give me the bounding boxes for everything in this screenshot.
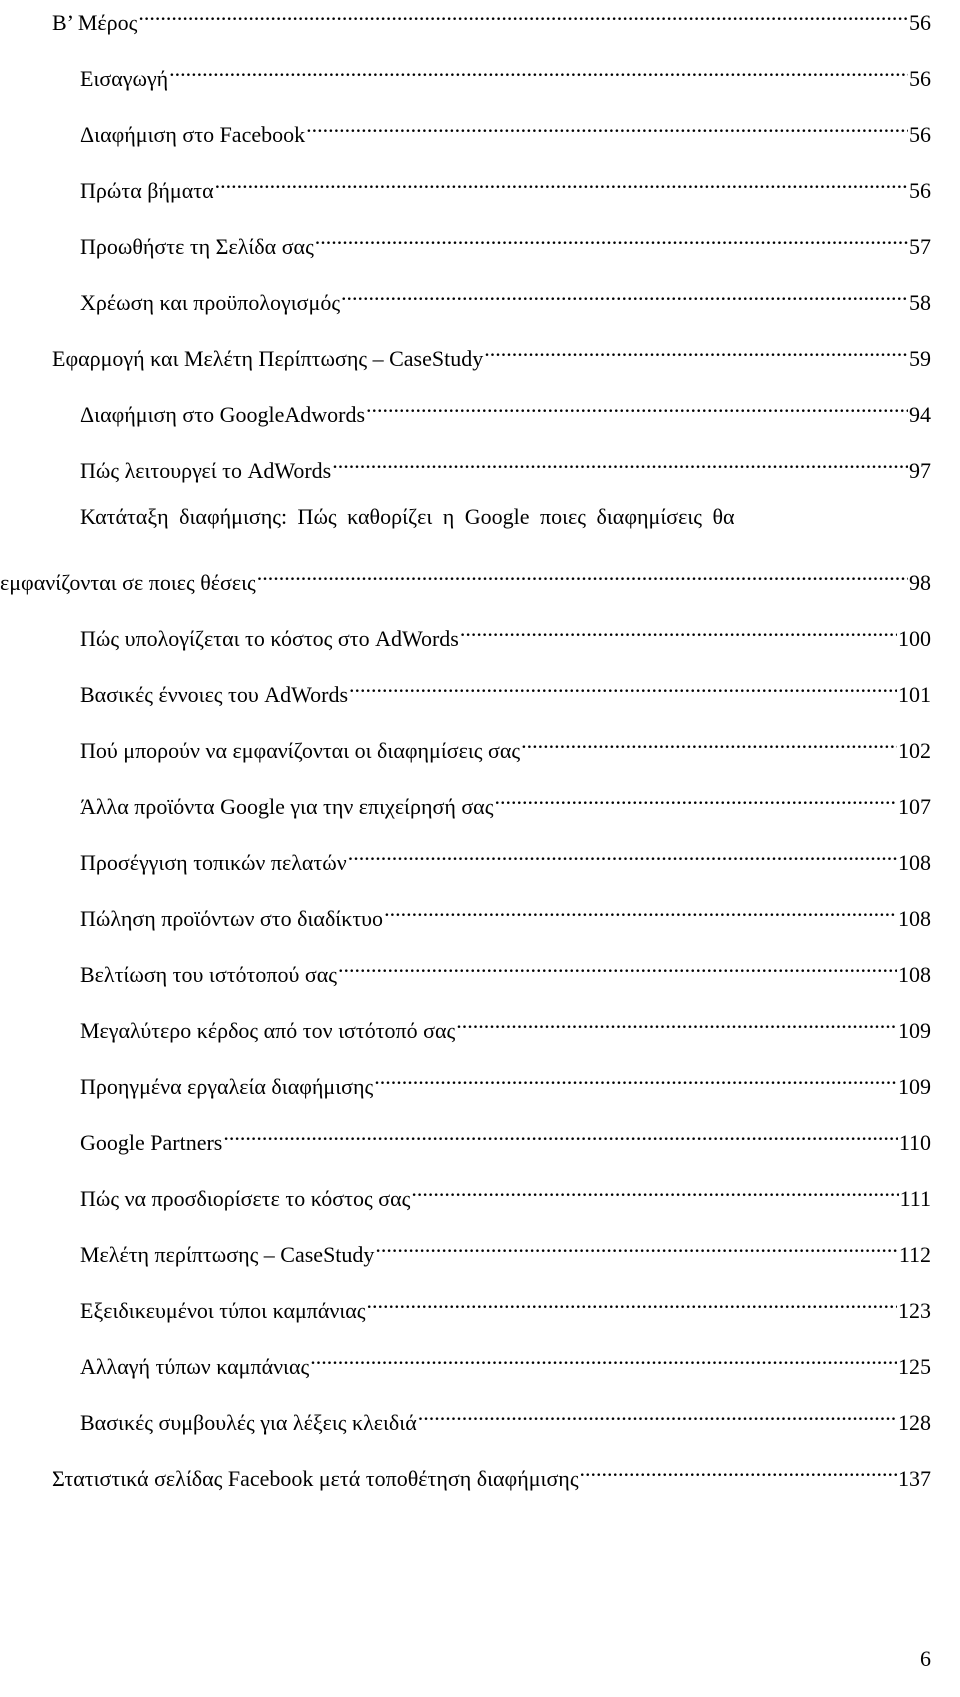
toc-entry-page: 109 xyxy=(898,1018,931,1043)
toc-dot-leader xyxy=(349,668,897,702)
toc-entry-page: 107 xyxy=(898,794,931,819)
toc-entry[interactable] xyxy=(0,332,960,371)
toc-dot-leader xyxy=(310,1340,897,1374)
toc-dot-leader xyxy=(411,1172,898,1206)
toc-dot-leader xyxy=(223,1116,897,1150)
toc-entry-title: Αλλαγή τύπων καμπάνιας xyxy=(80,1354,310,1379)
toc-entry-page: 112 xyxy=(898,1242,931,1267)
toc-entry[interactable] xyxy=(0,0,960,35)
toc-entry-page: 94 xyxy=(909,402,931,427)
toc-entry[interactable] xyxy=(0,1004,960,1043)
toc-entry[interactable] xyxy=(0,108,960,147)
toc-entry[interactable] xyxy=(0,164,960,203)
toc-entry-page: 57 xyxy=(909,234,931,259)
toc-entry-page: 109 xyxy=(898,1074,931,1099)
toc-entry-page: 111 xyxy=(899,1186,931,1211)
toc-entry[interactable] xyxy=(0,500,960,595)
toc-entry[interactable] xyxy=(0,220,960,259)
toc-entry-title: Πώς λειτουργεί το AdWords xyxy=(80,458,332,483)
toc-entry-page: 98 xyxy=(909,570,931,595)
toc-dot-leader xyxy=(348,836,897,870)
toc-entry-title: Προσέγγιση τοπικών πελατών xyxy=(80,850,347,875)
toc-entry[interactable] xyxy=(0,892,960,931)
toc-entry[interactable] xyxy=(0,724,960,763)
toc-entry-page: 137 xyxy=(898,1466,931,1491)
toc-entry-title: Προωθήστε τη Σελίδα σας xyxy=(80,234,314,259)
toc-dot-leader xyxy=(484,332,908,366)
toc-entry-page: 101 xyxy=(898,682,931,707)
toc-entry[interactable] xyxy=(0,276,960,315)
toc-entry-page: 110 xyxy=(898,1130,931,1155)
toc-dot-leader xyxy=(375,1228,897,1262)
toc-entry-title: Διαφήμιση στο Facebook xyxy=(80,122,306,147)
toc-entry[interactable] xyxy=(0,1284,960,1323)
toc-dot-leader xyxy=(367,1284,897,1318)
toc-entry-page: 108 xyxy=(898,850,931,875)
toc-dot-leader xyxy=(338,948,897,982)
toc-entry-title: Κατάταξη διαφήμισης: Πώς καθορίζει η Google ποιες διαφημίσεις θα xyxy=(80,504,735,529)
toc-entry[interactable] xyxy=(0,1340,960,1379)
toc-entry-title: Μεγαλύτερο κέρδος από τον ιστότοπό σας xyxy=(80,1018,456,1043)
toc-entry-title: Πώληση προϊόντων στο διαδίκτυο xyxy=(80,906,384,931)
page-number: 6 xyxy=(920,1646,931,1671)
toc-dot-leader xyxy=(460,612,897,646)
toc-entry[interactable] xyxy=(0,780,960,819)
toc-entry[interactable] xyxy=(0,1228,960,1267)
toc-entry-title: Βελτίωση του ιστότοπού σας xyxy=(80,962,337,987)
toc-dot-leader xyxy=(366,388,908,422)
toc-entry[interactable] xyxy=(0,1396,960,1435)
toc-entry-page: 56 xyxy=(909,10,931,35)
toc-entry-title: Πρώτα βήματα xyxy=(80,178,214,203)
toc-entry-page: 123 xyxy=(898,1298,931,1323)
toc-entry-title: Β’ Μέρος xyxy=(52,10,138,35)
toc-entry-page: 100 xyxy=(898,626,931,651)
toc-entry[interactable] xyxy=(0,52,960,91)
toc-dot-leader xyxy=(257,556,908,590)
toc-entry-page: 128 xyxy=(898,1410,931,1435)
toc-dot-leader xyxy=(384,892,897,926)
toc-entry-title: Εξειδικευμένοι τύποι καμπάνιας xyxy=(80,1298,366,1323)
toc-entry-title: Άλλα προϊόντα Google για την επιχείρησή σας xyxy=(80,794,494,819)
toc-entry-page: 125 xyxy=(898,1354,931,1379)
toc-entry-page: 108 xyxy=(898,962,931,987)
toc-dot-leader xyxy=(341,276,908,310)
toc-dot-leader xyxy=(374,1060,897,1094)
toc-entry-title: Πού μπορούν να εμφανίζονται οι διαφημίσεις σας xyxy=(80,738,521,763)
toc-dot-leader xyxy=(418,1396,897,1430)
toc-entry-title-continuation: εμφανίζονται σε ποιες θέσεις xyxy=(0,570,256,595)
toc-entry-page: 108 xyxy=(898,906,931,931)
toc-entry-title: Προηγμένα εργαλεία διαφήμισης xyxy=(80,1074,374,1099)
toc-dot-leader xyxy=(169,52,908,86)
toc-dot-leader xyxy=(456,1004,897,1038)
toc-entry-page: 102 xyxy=(898,738,931,763)
toc-dot-leader xyxy=(215,164,908,198)
toc-entry[interactable] xyxy=(0,612,960,651)
toc-dot-leader xyxy=(521,724,897,758)
toc-entry-title: Βασικές έννοιες του AdWords xyxy=(80,682,349,707)
toc-entry[interactable] xyxy=(0,948,960,987)
toc-entry[interactable] xyxy=(0,388,960,427)
toc-entry-page: 56 xyxy=(909,178,931,203)
toc-entry-title: Εφαρμογή και Μελέτη Περίπτωσης – CaseStudy xyxy=(52,346,484,371)
toc-entry-title: Πώς να προσδιορίσετε το κόστος σας xyxy=(80,1186,411,1211)
toc-entry[interactable] xyxy=(0,1060,960,1099)
toc-entry[interactable] xyxy=(0,836,960,875)
toc-dot-leader xyxy=(494,780,897,814)
toc-entry[interactable] xyxy=(0,1172,960,1211)
toc-dot-leader xyxy=(332,444,908,478)
toc-entry-title: Διαφήμιση στο GoogleAdwords xyxy=(80,402,366,427)
toc-entry-title: Google Partners xyxy=(80,1130,223,1155)
toc-entry-title: Στατιστικά σελίδας Facebook μετά τοποθέτηση διαφήμισης xyxy=(52,1466,579,1491)
toc-entry[interactable] xyxy=(0,668,960,707)
toc-entry[interactable] xyxy=(0,1116,960,1155)
toc-dot-leader xyxy=(306,108,908,142)
toc-entry-title: Βασικές συμβουλές για λέξεις κλειδιά xyxy=(80,1410,417,1435)
toc-dot-leader xyxy=(315,220,908,254)
toc-entry-title: Μελέτη περίπτωσης – CaseStudy xyxy=(80,1242,375,1267)
toc-dot-leader xyxy=(580,1452,897,1486)
toc-entry[interactable] xyxy=(0,444,960,483)
toc-entry-page: 59 xyxy=(909,346,931,371)
toc-entry-page: 56 xyxy=(909,66,931,91)
toc-entry-title: Πώς υπολογίζεται το κόστος στο AdWords xyxy=(80,626,459,651)
toc-entry[interactable] xyxy=(0,1452,960,1491)
toc-entry-page: 97 xyxy=(909,458,931,483)
toc-entry-title: Εισαγωγή xyxy=(80,66,169,91)
toc-entry-title: Χρέωση και προϋπολογισμός xyxy=(80,290,341,315)
toc-dot-leader xyxy=(138,0,908,30)
toc-entry-page: 56 xyxy=(909,122,931,147)
toc-entry-page: 58 xyxy=(909,290,931,315)
